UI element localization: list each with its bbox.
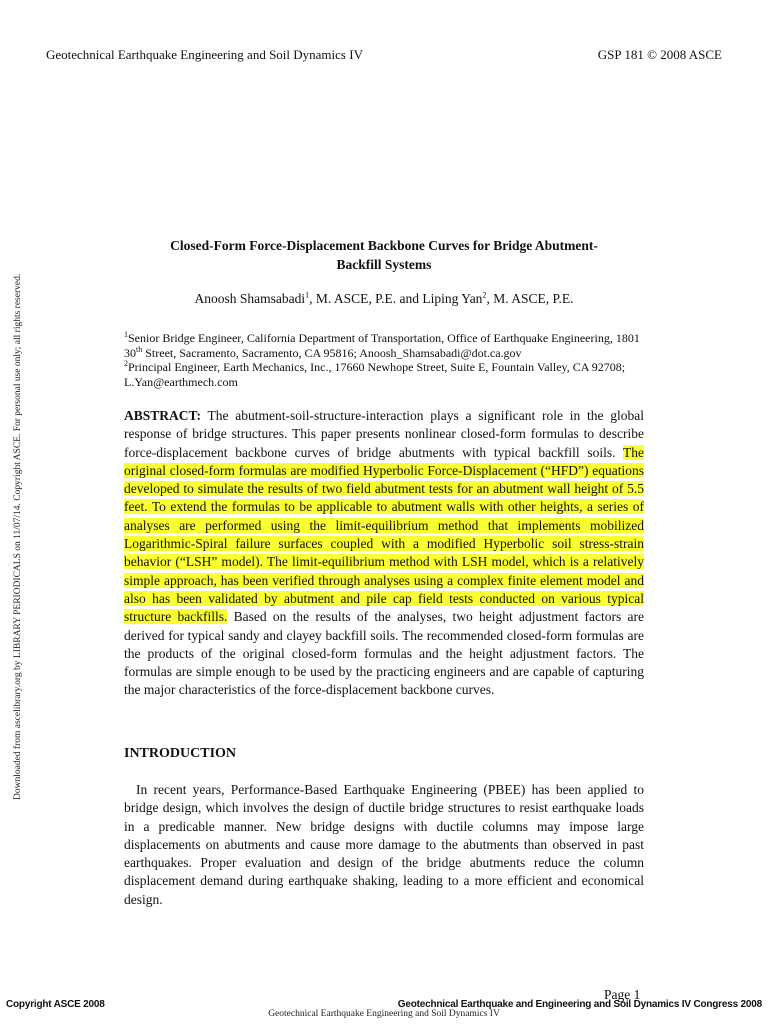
page-number: Page 1 <box>604 987 641 1002</box>
introduction-paragraph: In recent years, Performance-Based Earthquake Engineering (PBEE) has been applied to bridge design, which involves the design of ductile bridge structures to resist earthquake loads in a predicable manner. New bridge designs with ductile columns may impose large displacements on abutments and cause more damage to the abutments than observed in past earthquakes. Proper evaluation and design of the bridge abutments reduce the column displacement demand during earthquake shaking, leading to a more efficient and economical design. <box>124 782 644 907</box>
footer-copyright: Copyright ASCE 2008 <box>6 999 105 1010</box>
affiliation-1 <box>124 331 644 360</box>
affiliations <box>124 331 644 389</box>
affiliation-2 <box>124 360 644 389</box>
author-2-sup: 2 <box>482 290 487 300</box>
abstract-text-end: Based on the results of the analyses, two height adjustment factors are derived for typical sandy and clayey backfill soils. The recommended closed-form formulas are the products of the original closed-form formulas and the height adjustment factors. The formulas are simple enough to be used by the practicing engineers and are capable of capturing the major characteristics of the force-displacement backbone curves. <box>124 609 644 698</box>
affiliation-1-sup: 1 <box>124 330 128 339</box>
affiliation-2-text: Principal Engineer, Earth Mechanics, Inc., 17660 Newhope Street, Suite E, Fountain Valley, CA 92708; L.Yan@earthmech.com <box>124 360 626 389</box>
author-1-name: Anoosh Shamsabadi <box>194 291 306 306</box>
author-1-sup: 1 <box>305 290 310 300</box>
affiliation-2-sup: 2 <box>124 359 128 368</box>
abstract <box>124 407 644 700</box>
section-heading-introduction: INTRODUCTION <box>124 746 237 761</box>
highlighted-text[interactable]: The original closed-form formulas are modified Hyperbolic Force-Displacement (“HFD”) equations developed to simulate the results of two field abutment tests for an abutment wall height of 5.5 feet. To extend the formulas to be applicable to abutment walls with other heights, a series of analyses are performed using the limit-equilibrium method that implements mobilized Logarithmic-Spiral failure surfaces coupled with a modified Hyperbolic soil stress-strain behavior (“LSH” model). The limit-equilibrium method with LSH model, which is a relatively simple approach, has been verified through analyses using a complex finite element model and also has been validated by abutment and pile cap field tests conducted on various typical structure backfills. <box>124 444 644 625</box>
abstract-text-start: The abutment-soil-structure-interaction plays a significant role in the global response of bridge structures. This paper presents nonlinear closed-form formulas to describe force-displacement backbone curves of bridge abutments with typical backfill soils. <box>124 408 644 460</box>
title-line-2: Backfill Systems <box>336 257 432 272</box>
running-header-right: GSP 181 © 2008 ASCE <box>597 47 722 62</box>
author-line <box>124 291 644 307</box>
footer-center: Geotechnical Earthquake Engineering and Soil Dynamics IV <box>268 1009 500 1019</box>
affiliation-1-text: Senior Bridge Engineer, California Department of Transportation, Office of Earthquake Engineering, 1801 30 <box>124 331 640 360</box>
running-header-left: Geotechnical Earthquake Engineering and Soil Dynamics IV <box>46 47 363 62</box>
author-2-credentials: , M. ASCE, P.E. <box>486 291 574 306</box>
abstract-label: ABSTRACT: <box>124 408 202 423</box>
download-notice: Downloaded from ascelibrary.org by LIBRARY PERIODICALS on 11/07/14. Copyright ASCE. For personal use only; all rights reserved. <box>13 273 23 800</box>
title-line-1: Closed-Form Force-Displacement Backbone Curves for Bridge Abutment- <box>170 238 598 253</box>
affiliation-1-rest: Street, Sacramento, Sacramento, CA 95816; Anoosh_Shamsabadi@dot.ca.gov <box>142 345 522 360</box>
author-credentials: , M. ASCE, P.E. and Liping Yan <box>309 291 483 306</box>
paper-title <box>124 236 644 274</box>
footer-congress: Geotechnical Earthquake and Engineering and Soil Dynamics IV Congress 2008 <box>397 999 762 1010</box>
ordinal-suffix: th <box>136 344 143 354</box>
